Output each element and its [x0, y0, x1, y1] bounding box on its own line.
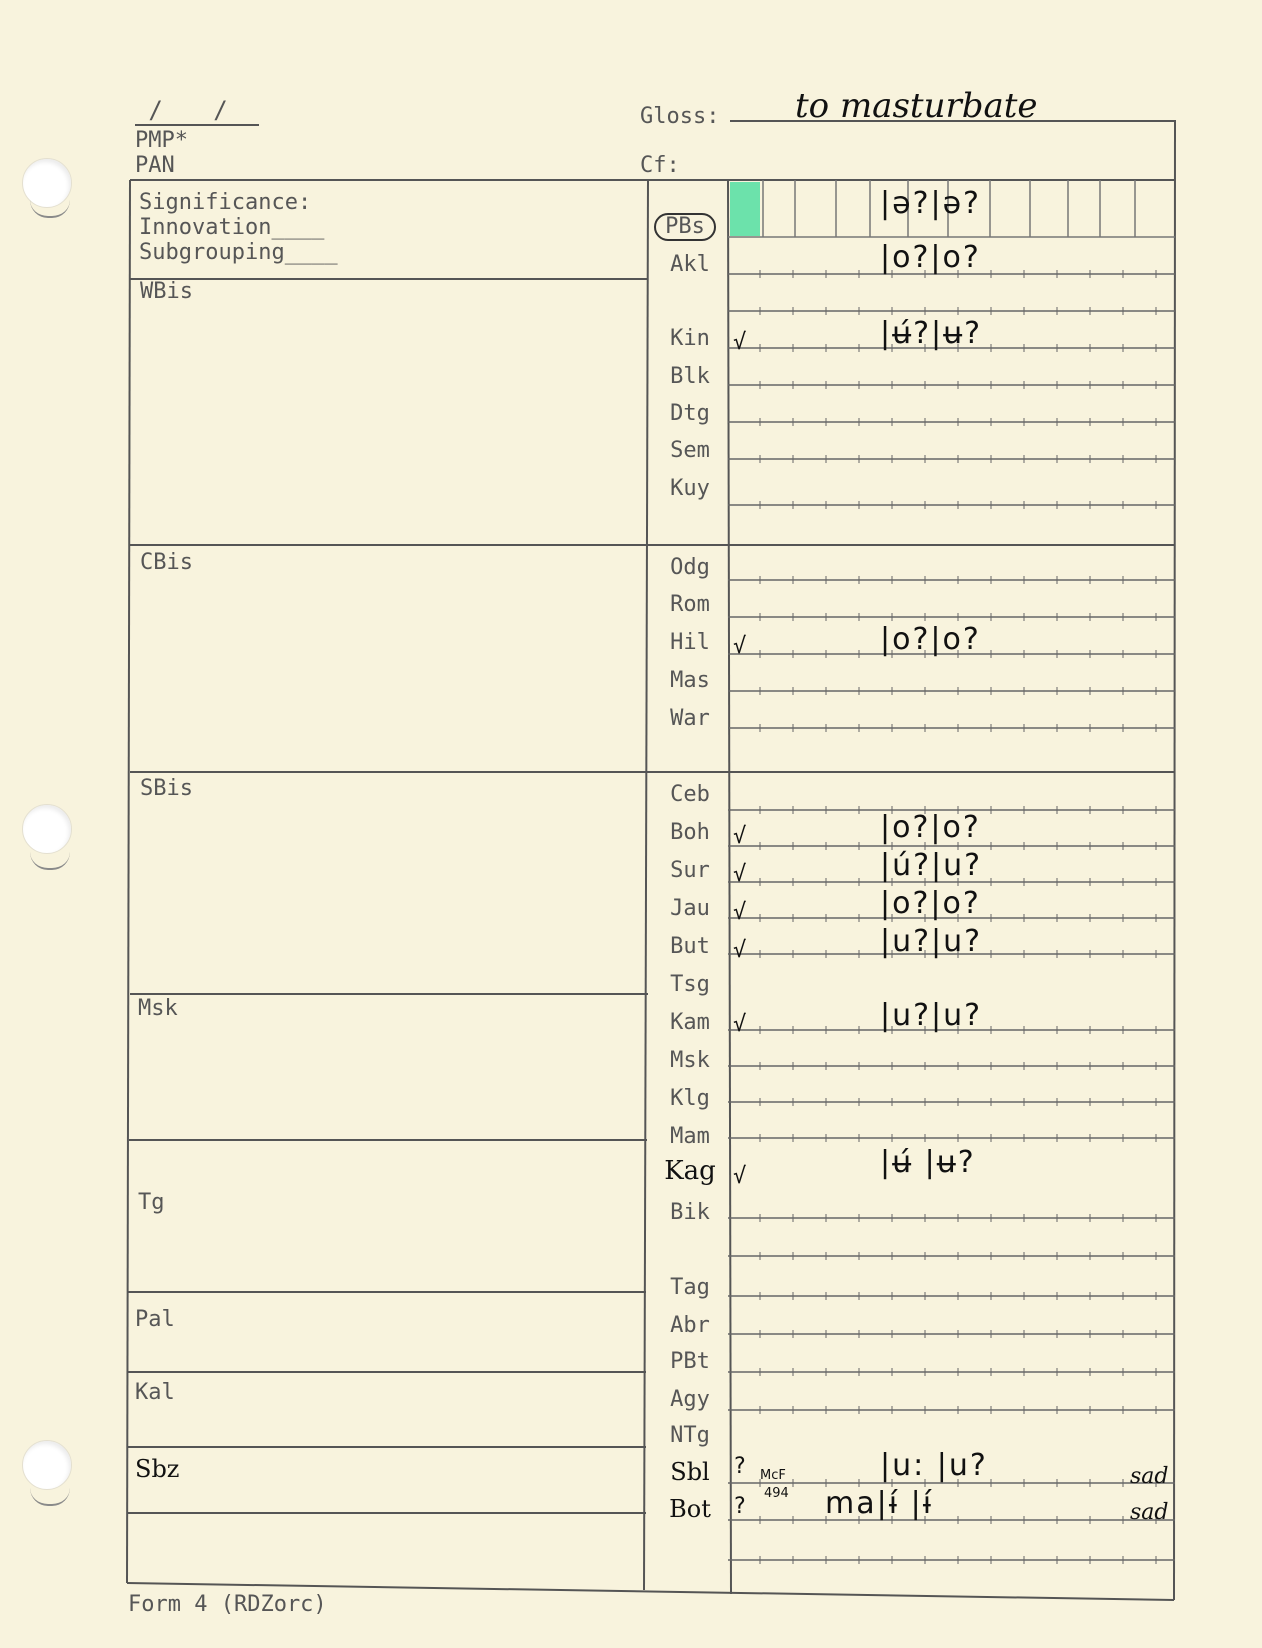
group-wbis: WBis	[140, 279, 193, 304]
lang-sem: Sem	[670, 438, 710, 463]
lang-msk: Msk	[670, 1048, 710, 1073]
lang-mam: Mam	[670, 1124, 710, 1149]
lang-odg: Odg	[670, 555, 710, 580]
check-kin: √	[733, 330, 747, 355]
group-msk: Msk	[138, 996, 178, 1021]
sbl-note-ref: McF	[760, 1468, 786, 1483]
lang-ceb: Ceb	[670, 782, 710, 807]
form-footer: Form 4 (RDZorc)	[128, 1592, 327, 1617]
gloss-value: to masturbate	[795, 86, 1038, 126]
entry-jau: |o?|o?	[880, 886, 981, 921]
sbl-note-num: 494	[764, 1486, 789, 1501]
lang-blk: Blk	[670, 364, 710, 389]
significance-title: Significance:	[139, 190, 312, 215]
lang-agy: Agy	[670, 1387, 710, 1412]
check-jau: √	[733, 900, 747, 925]
lang-kuy: Kuy	[670, 476, 710, 501]
lang-akl: Akl	[670, 252, 710, 277]
lang-bik: Bik	[670, 1200, 710, 1225]
group-sbis: SBis	[140, 776, 193, 801]
significance-block	[139, 190, 338, 265]
check-kag: √	[733, 1164, 747, 1189]
check-boh: √	[733, 824, 747, 849]
lang-kag: Kag	[664, 1156, 716, 1186]
entry-sbl: |u: |u?	[880, 1448, 988, 1483]
entry-sur: |ú?|u?	[880, 848, 983, 883]
entry-kam: |u?|u?	[880, 998, 983, 1033]
lang-pbt: PBt	[670, 1349, 710, 1374]
cf-label: Cf:	[640, 153, 680, 178]
source-tag-bot: sad	[1130, 1500, 1169, 1525]
pan-label: PAN	[135, 153, 175, 178]
group-cbis: CBis	[140, 550, 193, 575]
lang-sbl: Sbl	[670, 1458, 710, 1486]
lang-abr: Abr	[670, 1313, 710, 1338]
lang-rom: Rom	[670, 592, 710, 617]
entry-kag: |ʉ́ |ʉ?	[880, 1145, 976, 1180]
lang-kin: Kin	[670, 326, 710, 351]
lang-ntg: NTg	[670, 1423, 710, 1448]
lang-war: War	[670, 706, 710, 731]
source-tag-sbl: sad	[1130, 1464, 1169, 1489]
gloss-label: Gloss:	[640, 104, 720, 129]
check-sur: √	[733, 862, 747, 887]
group-sbz: Sbz	[135, 1455, 180, 1483]
check-kam: √	[733, 1012, 747, 1037]
lang-klg: Klg	[670, 1086, 710, 1111]
entry-akl: |o?|o?	[880, 240, 981, 275]
entry-hil: |o?|o?	[880, 622, 981, 657]
subgrouping-field: Subgrouping____	[139, 240, 338, 265]
entry-boh: |o?|o?	[880, 810, 981, 845]
group-tg: Tg	[138, 1190, 165, 1215]
group-pal: Pal	[135, 1307, 175, 1332]
check-but: √	[733, 938, 747, 963]
check-hil: √	[733, 634, 747, 659]
lang-tsg: Tsg	[670, 972, 710, 997]
innovation-field: Innovation____	[139, 215, 325, 240]
lang-dtg: Dtg	[670, 401, 710, 426]
entry-but: |u?|u?	[880, 924, 983, 959]
entry-bot: ma|ɨ́ |ɨ́	[825, 1486, 934, 1521]
entry-kin: |ʉ́?|ʉ?	[880, 316, 983, 351]
lang-mas: Mas	[670, 668, 710, 693]
lang-hil: Hil	[670, 630, 710, 655]
lang-sur: Sur	[670, 858, 710, 883]
entry-pbs: |ə?|ə?	[880, 186, 981, 221]
check-sbl: ?	[733, 1454, 747, 1479]
lang-but: But	[670, 934, 710, 959]
lang-kam: Kam	[670, 1010, 710, 1035]
lang-jau: Jau	[670, 896, 710, 921]
lang-pbs: PBs	[654, 213, 716, 241]
lang-boh: Boh	[670, 820, 710, 845]
lang-bot: Bot	[669, 1495, 711, 1523]
pmp-label: PMP*	[135, 128, 188, 153]
lang-tag: Tag	[670, 1275, 710, 1300]
check-bot: ?	[733, 1494, 747, 1519]
date-blank: / /	[135, 96, 259, 126]
group-kal: Kal	[135, 1380, 175, 1405]
